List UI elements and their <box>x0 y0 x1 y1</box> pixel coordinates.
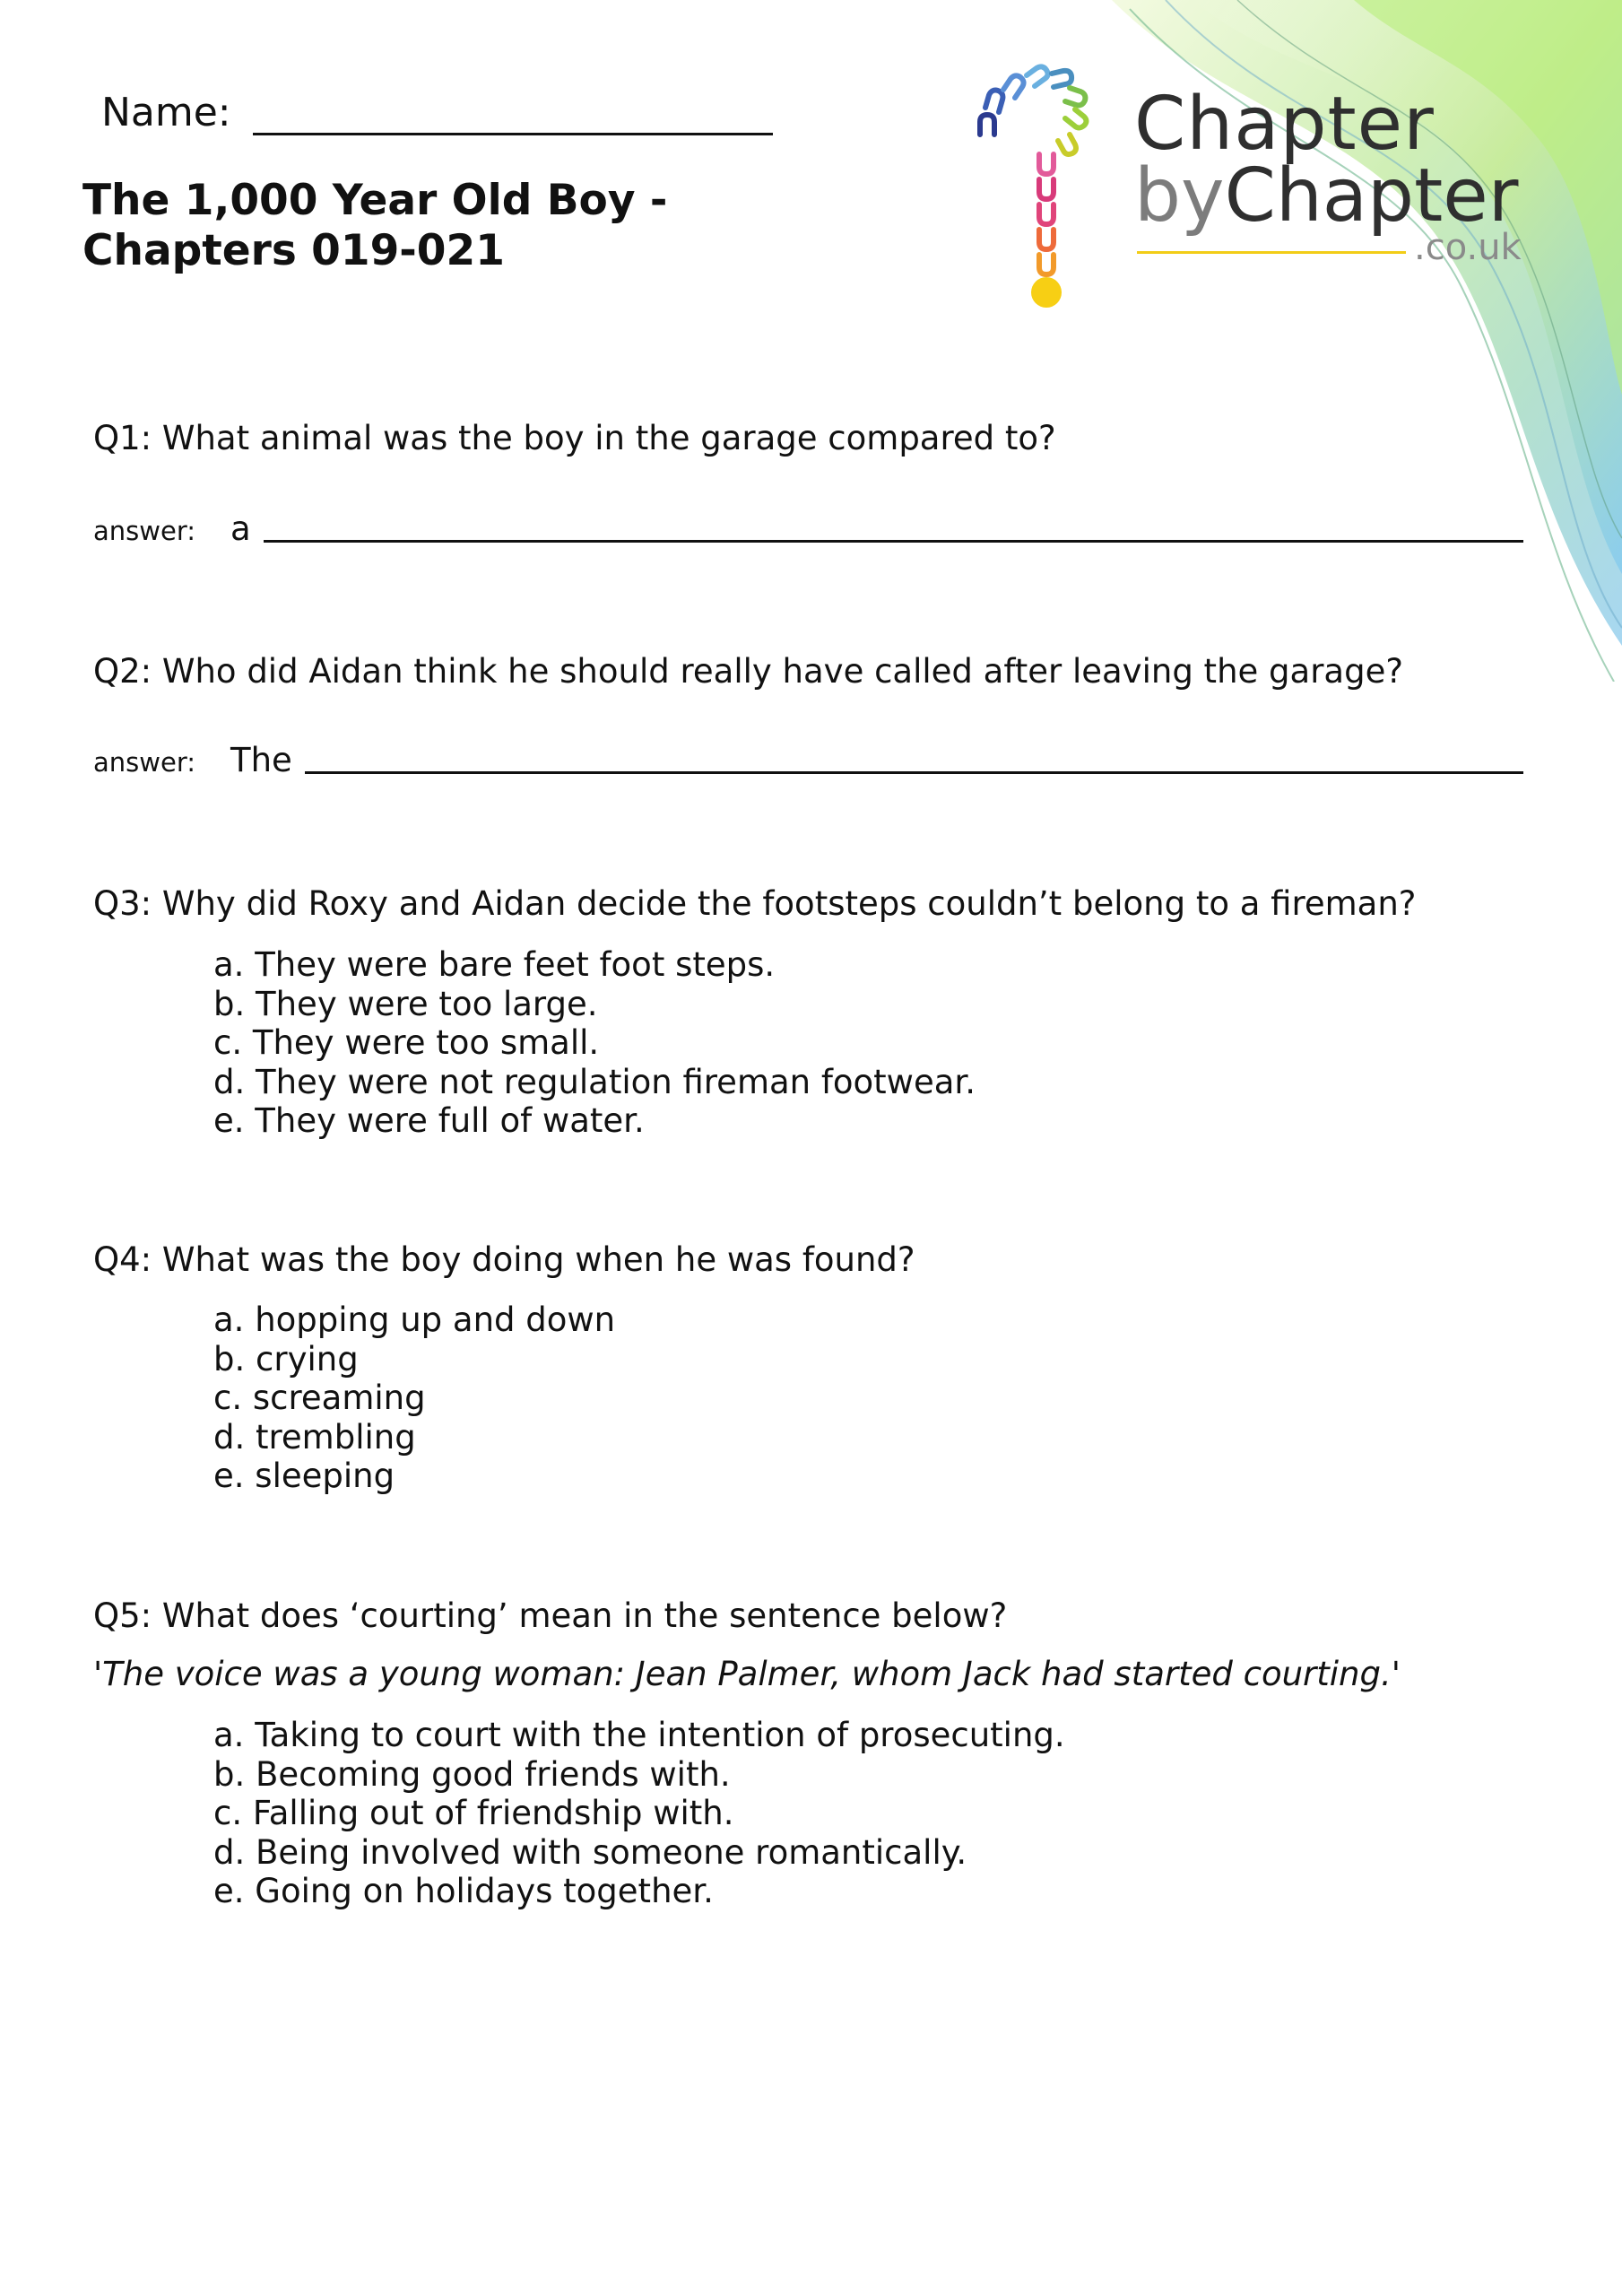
question-3-options <box>213 945 976 1141</box>
option[interactable]: d. Being involved with someone romantically. <box>213 1832 967 1872</box>
answer-row-2[interactable] <box>93 741 1523 779</box>
option[interactable]: d. They were not regulation fireman footwear. <box>213 1062 976 1101</box>
answer-prefix: a <box>230 509 251 548</box>
question-5: Q5: What does ‘courting’ mean in the sentence below? <box>93 1596 1008 1635</box>
option[interactable]: a. Taking to court with the intention of prosecuting. <box>213 1716 1065 1754</box>
option[interactable]: c. screaming <box>213 1378 426 1417</box>
worksheet-title <box>82 176 764 276</box>
logo-word-bychapter <box>1134 153 1519 239</box>
title-line-2: Chapters 019-021 <box>82 226 505 275</box>
logo-word-chapter: Chapter <box>1134 82 1435 167</box>
answer-line[interactable] <box>264 539 1523 543</box>
logo-domain: .co.uk <box>1414 227 1522 268</box>
question-3: Q3: Why did Roxy and Aidan decide the footsteps couldn’t belong to a fireman? <box>93 884 1417 923</box>
option[interactable]: a. They were bare feet foot steps. <box>213 945 776 984</box>
question-5-options <box>213 1716 1065 1911</box>
answer-row-1[interactable] <box>93 509 1523 548</box>
option[interactable]: b. They were too large. <box>213 984 598 1023</box>
option[interactable]: e. Going on holidays together. <box>213 1872 714 1910</box>
option[interactable]: e. sleeping <box>213 1457 395 1495</box>
option[interactable]: c. They were too small. <box>213 1023 600 1062</box>
option[interactable]: c. Falling out of friendship with. <box>213 1794 734 1832</box>
option[interactable]: d. trembling <box>213 1417 416 1457</box>
question-1: Q1: What animal was the boy in the garage compared to? <box>93 419 1056 457</box>
option[interactable]: b. crying <box>213 1339 359 1378</box>
option[interactable]: b. Becoming good friends with. <box>213 1754 731 1794</box>
name-line[interactable] <box>253 93 773 135</box>
answer-label: answer: <box>93 747 196 778</box>
logo-word-chapter-2: Chapter <box>1224 153 1519 239</box>
option[interactable]: e. They were full of water. <box>213 1101 645 1140</box>
logo-word-by: by <box>1134 153 1225 239</box>
answer-label: answer: <box>93 516 196 546</box>
book-question-mark-icon <box>964 54 1116 314</box>
logo-underline <box>1137 251 1406 254</box>
logo-dot <box>1031 277 1062 308</box>
answer-prefix: The <box>230 741 292 779</box>
question-2: Q2: Who did Aidan think he should really have called after leaving the garage? <box>93 652 1403 691</box>
title-line-1: The 1,000 Year Old Boy - <box>82 176 668 225</box>
question-4: Q4: What was the boy doing when he was found? <box>93 1240 915 1279</box>
chapter-by-chapter-logo <box>964 54 1538 314</box>
question-4-options <box>213 1300 615 1496</box>
answer-line[interactable] <box>305 770 1523 774</box>
name-field[interactable] <box>101 90 773 135</box>
question-5-quote: 'The voice was a young woman: Jean Palmer, whom Jack had started courting.' <box>93 1655 1401 1693</box>
name-label: Name: <box>101 90 231 135</box>
option[interactable]: a. hopping up and down <box>213 1300 616 1339</box>
